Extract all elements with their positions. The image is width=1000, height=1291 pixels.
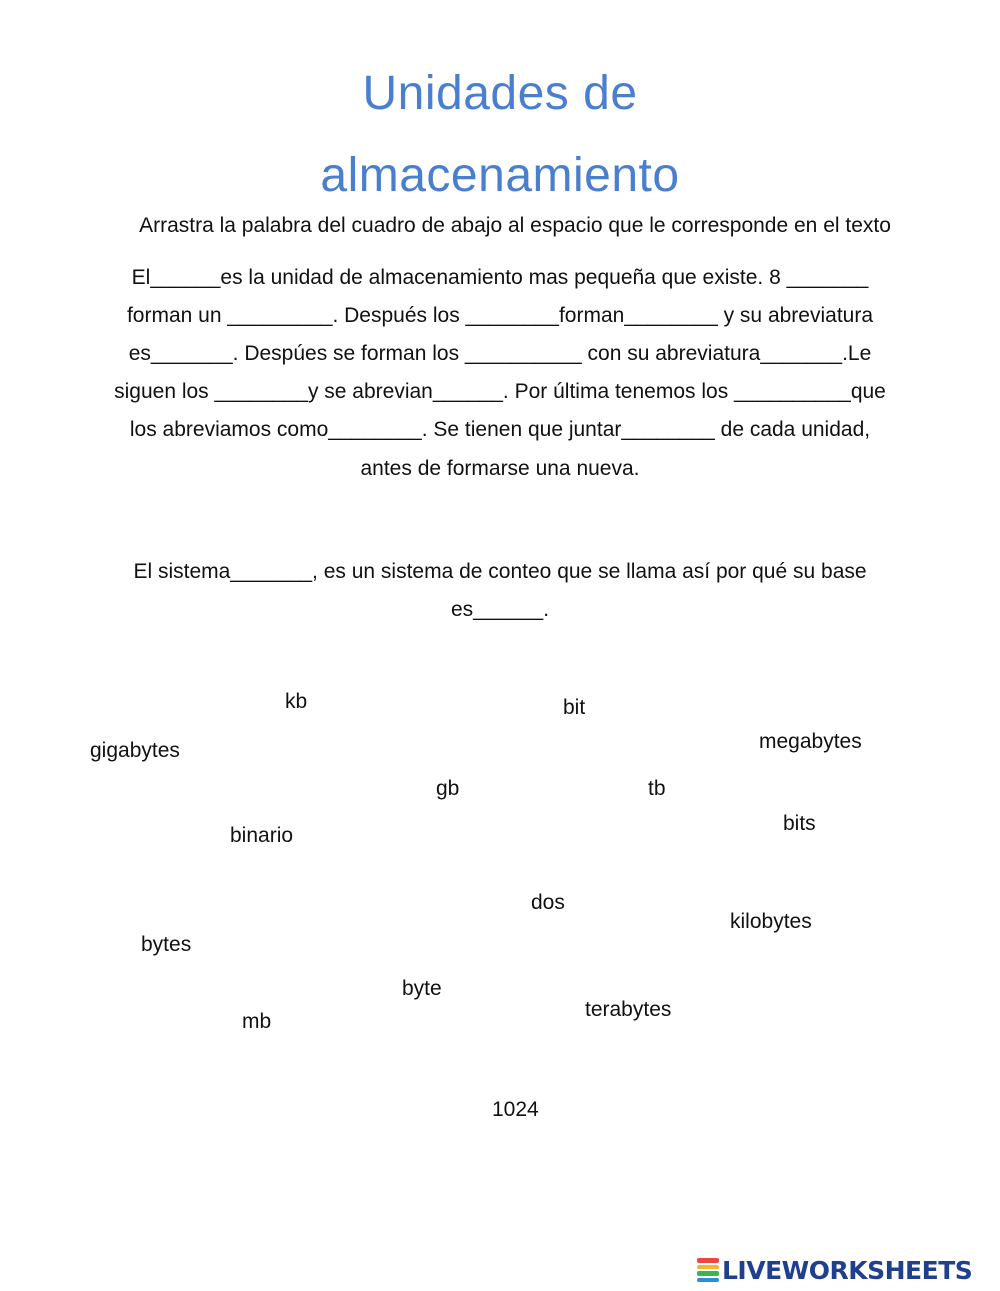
paragraph-1-line: antes de formarse una nueva. xyxy=(360,457,640,480)
word-chip-kilobytes[interactable]: kilobytes xyxy=(730,910,812,933)
page-title-line-2: almacenamiento xyxy=(320,149,680,202)
word-chip-megabytes[interactable]: megabytes xyxy=(759,730,862,753)
paragraph-1-line: es_______. Despúes se forman los __________ con su abreviatura_______.Le xyxy=(128,342,872,365)
word-chip-terabytes[interactable]: terabytes xyxy=(585,998,672,1021)
paragraph-1-line: siguen los ________y se abrevian______. Por última tenemos los __________que xyxy=(114,380,886,403)
word-chip-byte[interactable]: byte xyxy=(402,977,442,1000)
word-chip-kb[interactable]: kb xyxy=(285,690,308,713)
word-chip-bits[interactable]: bits xyxy=(783,812,816,835)
word-chip-gb[interactable]: gb xyxy=(436,777,460,800)
word-chip-gigabytes[interactable]: gigabytes xyxy=(90,739,180,762)
word-chip-dos[interactable]: dos xyxy=(531,891,565,914)
word-chip-mb[interactable]: mb xyxy=(242,1010,272,1033)
liveworksheets-logo-text: LIVEWORKSHEETS xyxy=(722,1255,973,1285)
word-chip-bytes[interactable]: bytes xyxy=(141,933,192,956)
liveworksheets-logo xyxy=(697,1255,972,1285)
instruction-text: Arrastra la palabra del cuadro de abajo al espacio que le corresponde en el texto xyxy=(139,214,891,237)
word-chip-1024[interactable]: 1024 xyxy=(492,1098,539,1121)
paragraph-2-line: es______. xyxy=(450,598,550,621)
word-chip-tb[interactable]: tb xyxy=(648,777,666,800)
liveworksheets-logo-icon xyxy=(697,1257,719,1283)
page-title-line-1: Unidades de xyxy=(362,67,638,120)
paragraph-1-line: los abreviamos como________. Se tienen que juntar________ de cada unidad, xyxy=(129,418,871,441)
paragraph-1-line: El______es la unidad de almacenamiento mas pequeña que existe. 8 _______ xyxy=(131,266,869,289)
word-chip-bit[interactable]: bit xyxy=(563,696,586,719)
word-chip-binario[interactable]: binario xyxy=(230,824,294,847)
paragraph-1-line: forman un _________. Después los ________forman________ y su abreviatura xyxy=(126,304,874,327)
paragraph-2-line: El sistema_______, es un sistema de conteo que se llama así por qué su base xyxy=(133,560,867,583)
